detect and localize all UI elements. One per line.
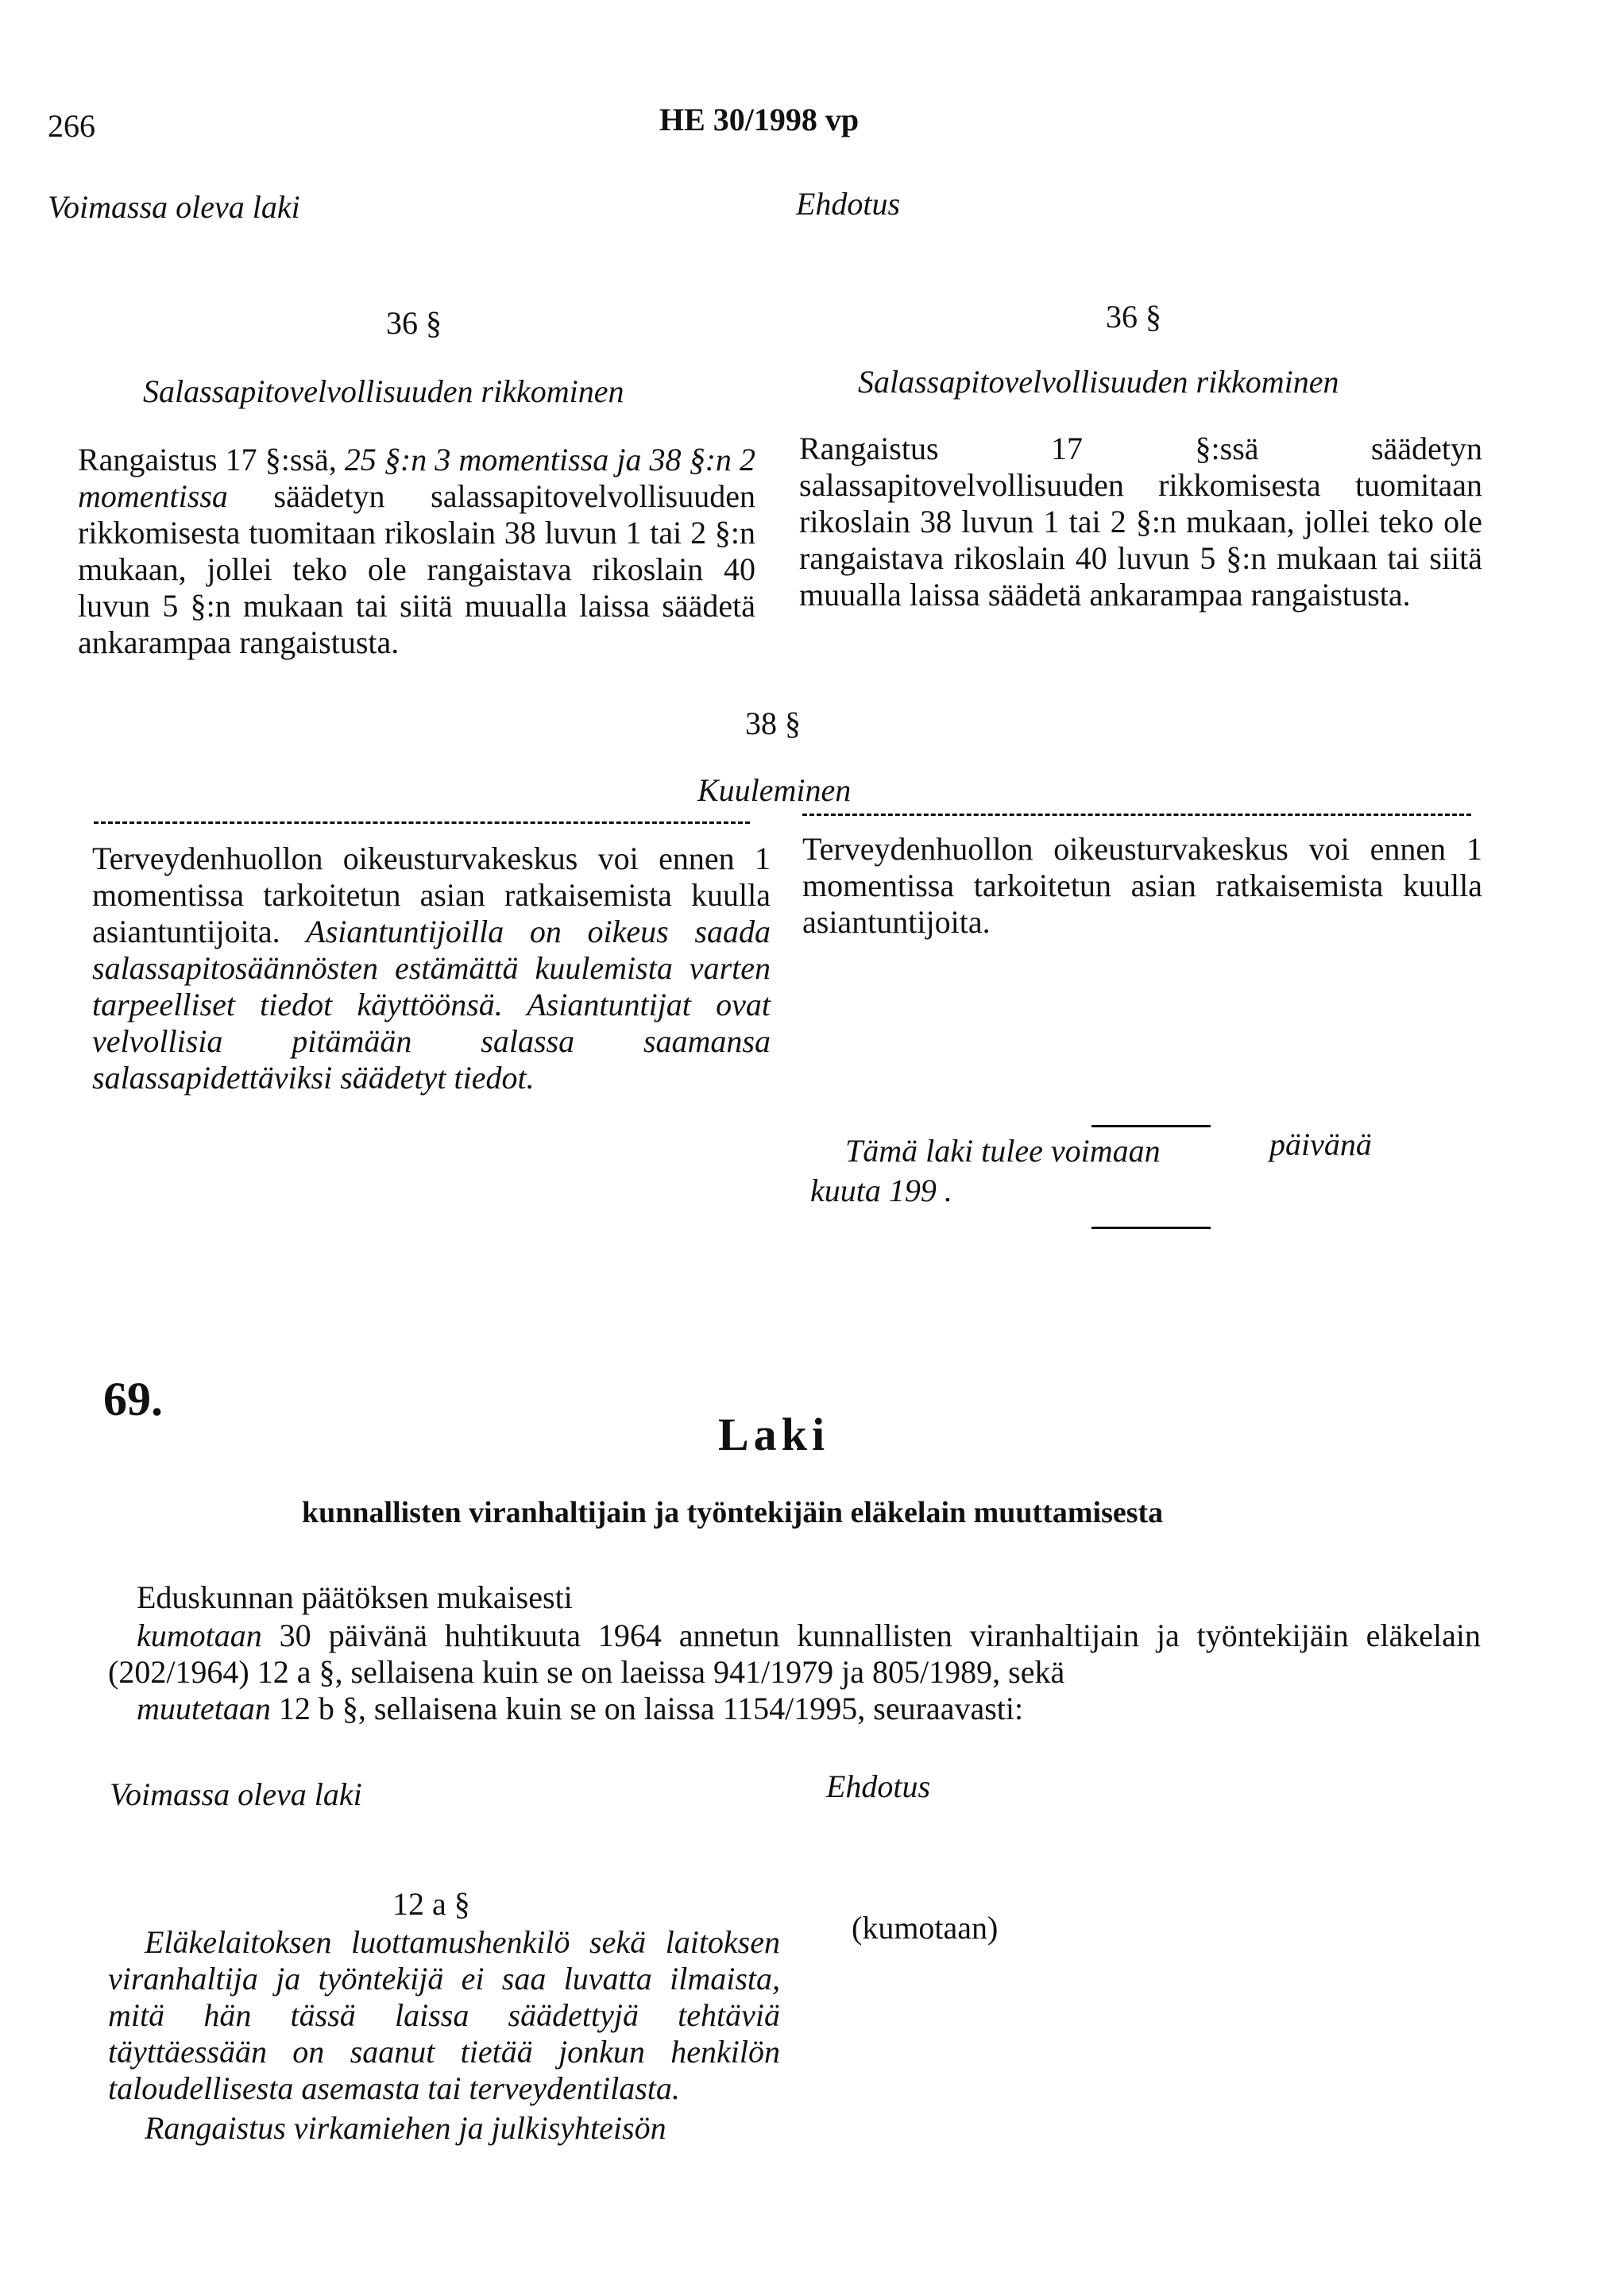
section-36-current-text [78,442,755,661]
section-38-current-segment: Asiantuntijoilla on oikeus saada salassapitosäännösten estämättä kuulemista varten tarpeelliset tiedot käyttöönsä. Asiantuntijat ovat velvollisia pitämään salassa saamansa salassapidettäviksi säädetyt tiedot. [92,914,771,1096]
end-rule [1091,1227,1211,1229]
section-38-number: 38 § [745,705,801,741]
law-heading: Laki [718,1409,830,1460]
law-intro: Eduskunnan päätöksen mukaisesti [137,1579,573,1615]
column-heading-proposal: Ehdotus [796,186,901,222]
law69-column-heading-current: Voimassa oleva laki [110,1776,362,1812]
section-38-proposed-text: Terveydenhuollon oikeusturvakeskus voi ennen 1 momentissa tarkoitetun asian ratkaisemista kuulla asiantuntijoita. [802,831,1482,940]
section-12a-current-continuation: Rangaistus virkamiehen ja julkisyhteisön [145,2110,666,2146]
section-36-current-segment: Rangaistus 17 §:ssä, [78,442,345,477]
law-enacting-clause [108,1618,1481,1691]
entry-into-force-line2: kuuta 199 . [810,1173,952,1208]
date-blank-line [1091,1125,1211,1127]
law-amend-clause [137,1691,1023,1727]
section-36-number-left: 36 § [386,305,442,341]
document-id: HE 30/1998 vp [659,102,860,137]
entry-into-force-day-label: päivänä [1269,1127,1372,1162]
repeal-verb: kumotaan [137,1618,262,1653]
law-subtitle: kunnallisten viranhaltijain ja työntekijäin eläkelain muuttamisesta [302,1496,1164,1529]
section-36-title-right: Salassapitovelvollisuuden rikkominen [858,364,1339,400]
omission-dashes-right [802,814,1471,816]
law-number: 69. [103,1373,163,1425]
amend-verb: muutetaan [137,1691,271,1726]
law69-column-heading-proposal: Ehdotus [826,1768,931,1804]
section-12a-number: 12 a § [392,1886,470,1922]
page-number: 266 [48,108,95,144]
entry-into-force-line1: Tämä laki tulee voimaan [845,1133,1161,1169]
section-12a-current-text: Eläkelaitoksen luottamushenkilö sekä laitoksen viranhaltija ja työntekijä ei saa luvatta ilmaista, mitä hän tässä laissa säädettyjä tehtäviä täyttäessään on saanut tietää jonkun henkilön taloudellisesta asemasta tai terveydentilasta. [108,1924,780,2106]
section-38-title: Kuuleminen [697,772,852,808]
section-36-number-right: 36 § [1106,299,1161,334]
section-36-proposed-text: Rangaistus 17 §:ssä säädetyn salassapitovelvollisuuden rikkomisesta tuomitaan rikoslain 38 luvun 1 tai 2 §:n mukaan, jollei teko ole rangaistava rikoslain 40 luvun 5 §:n mukaan tai siitä muualla laissa säädetä ankarampaa rangaistusta. [799,431,1482,613]
section-36-title-left: Salassapitovelvollisuuden rikkominen [143,373,624,409]
section-36-current-segment: säädetyn salassapitovelvollisuuden rikkomisesta tuomitaan rikoslain 38 luvun 1 tai 2 §:n mukaan, jollei teko ole rangaistava rikoslain 40 luvun 5 §:n mukaan tai siitä muualla laissa säädetä ankarampaa rangaistusta. [78,478,755,660]
column-heading-current-law: Voimassa oleva laki [48,189,300,225]
section-38-current-text [92,841,771,1096]
section-38-current-segment: Terveydenhuollon oikeusturvakeskus voi ennen 1 momentissa tarkoitetun asian ratkaisemista kuulla asiantuntijoita. [92,841,771,949]
section-36-current-segment: 25 §:n 3 momentissa ja 38 §:n 2 momentissa [78,442,756,514]
omission-dashes-left [94,821,750,824]
repeal-text: 30 päivänä huhtikuuta 1964 annetun kunnallisten viranhaltijain ja työntekijäin eläkelain (202/1964) 12 a §, sellaisena kuin se on laeissa 941/1979 ja 805/1989, sekä [108,1618,1481,1690]
section-12a-proposed-text: (kumotaan) [852,1910,999,1946]
amend-text: 12 b §, sellaisena kuin se on laissa 1154/1995, seuraavasti: [270,1691,1024,1726]
